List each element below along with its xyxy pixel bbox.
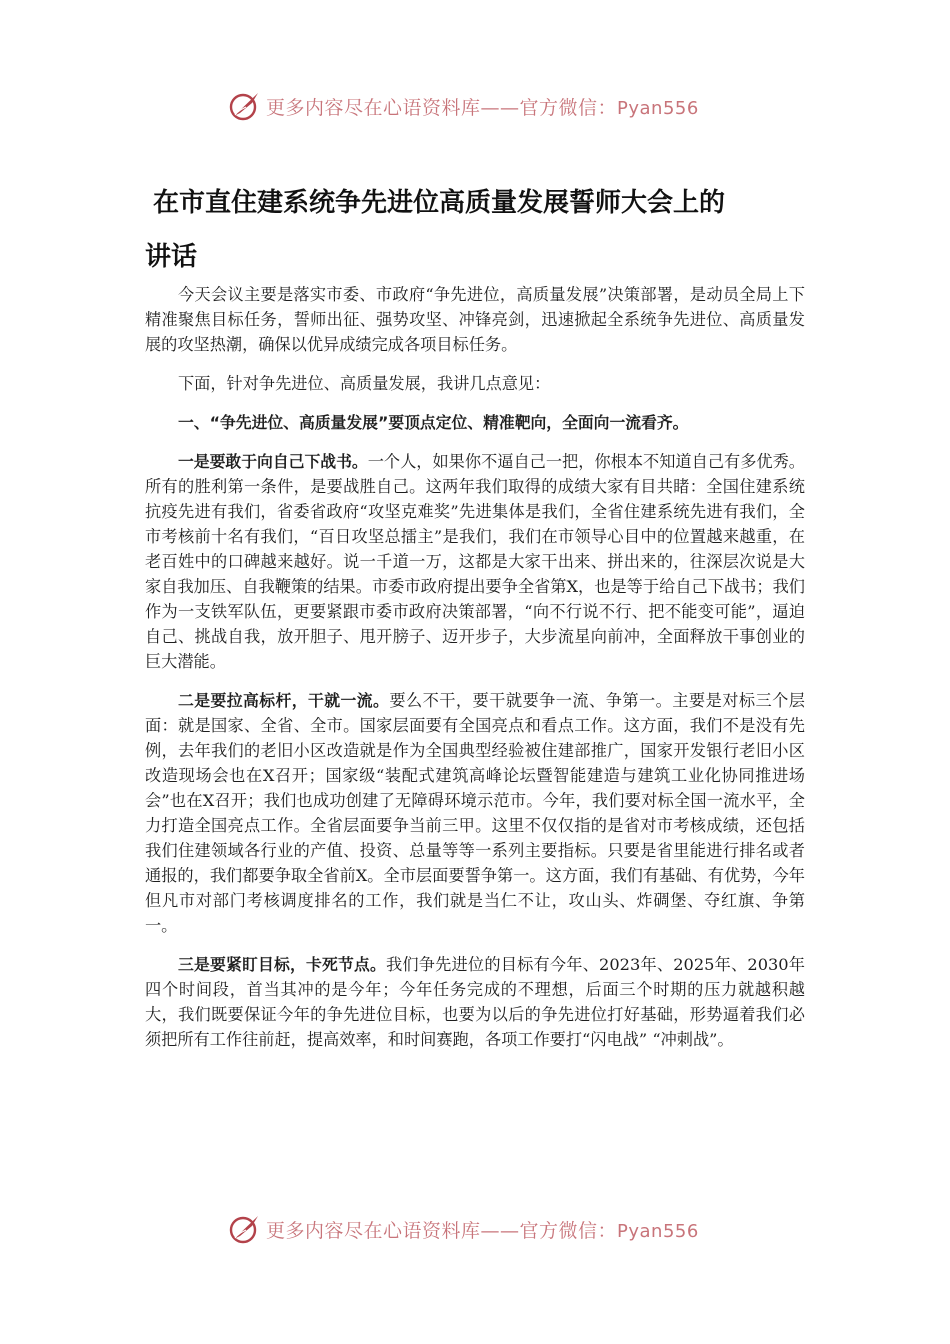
- quill-logo-icon: [228, 89, 262, 123]
- footer-wechat-id: Pyan556: [617, 1220, 699, 1242]
- paragraph-intro: 今天会议主要是落实市委、市政府“争先进位，高质量发展”决策部署，是动员全局上下精准聚焦目标任务，誓师出征、强势攻坚、冲锋亮剑，迅速掀起全系统争先进位、高质量发展的攻坚热潮，确保以优异成绩完成各项目标任务。: [145, 285, 805, 354]
- point-3-body: 我们争先进位的目标有今年、2023年、2025年、2030年四个时间段，首当其冲的是今年；今年任务完成的不理想，后面三个时期的压力就越积越大，我们既要保证今年的争先进位目标，也要为以后的争先进位打好基础，形势逼着我们必须把所有工作往前赶，提高效率，和时间赛跑，各项工作要打“闪电战” “冲刺战”。: [145, 955, 805, 1049]
- title-line-1: 在市直住建系统争先进位高质量发展誓师大会上的: [153, 188, 726, 218]
- paragraph-point-1: [145, 449, 805, 674]
- section-heading-1: 一、“争先进位、高质量发展”要顶点定位、精准靶向，全面向一流看齐。: [178, 413, 689, 432]
- point-2-lead: 二是要拉高标杆，干就一流。: [178, 691, 390, 710]
- document-title: [145, 176, 805, 284]
- quill-logo-icon: [228, 1212, 262, 1246]
- paragraph-transition: 下面，针对争先进位、高质量发展，我讲几点意见：: [178, 374, 551, 393]
- header-wechat-id: Pyan556: [617, 97, 699, 119]
- point-1-body: 一个人，如果你不逼自己一把，你根本不知道自己有多优秀。所有的胜利第一条件，是要战胜自己。这两年我们取得的成绩大家有目共睹：全国住建系统抗疫先进有我们，省委省政府“攻坚克难奖”先进集体是我们，全省住建系统先进有我们，全市考核前十名有我们，“百日攻坚总擂主”是我们，我们在市领导心目中的位置越来越重，在老百姓中的口碑越来越好。说一千道一万，这都是大家干出来、拼出来的，往深层次说是大家自我加压、自我鞭策的结果。市委市政府提出要争全省第X，也是等于给自己下战书；我们作为一支铁军队伍，更要紧跟市委市政府决策部署，“向不行说不行、把不能变可能”，逼迫自己、挑战自我，放开胆子、甩开膀子、迈开步子，大步流星向前冲，全面释放干事创业的巨大潜能。: [145, 452, 805, 671]
- header-banner-text: 更多内容尽在心语资料库——官方微信：Pyan556: [266, 96, 699, 119]
- header-watermark-banner: [228, 86, 748, 126]
- paragraph-point-2: [145, 688, 805, 938]
- document-body: [145, 282, 805, 1066]
- point-3-lead: 三是要紧盯目标，卡死节点。: [178, 955, 386, 974]
- point-2-body: 要么不干，要干就要争一流、争第一。主要是对标三个层面：就是国家、全省、全市。国家层面要有全国亮点和看点工作。这方面，我们不是没有先例，去年我们的老旧小区改造就是作为全国典型经验被住建部推广，国家开发银行老旧小区改造现场会也在X召开；国家级“装配式建筑高峰论坛暨智能建造与建筑工业化协同推进场会”也在X召开；我们也成功创建了无障碍环境示范市。今年，我们要对标全国一流水平，全力打造全国亮点工作。全省层面要争当前三甲。这里不仅仅指的是省对市考核成绩，还包括我们住建领域各行业的产值、投资、总量等等一系列主要指标。只要是省里能进行排名或者通报的，我们都要争取全省前X。全市层面要誓争第一。这方面，我们有基础、有优势，今年但凡市对部门考核调度排名的工作，我们就是当仁不让，攻山头、炸碉堡、夺红旗、争第一。: [145, 691, 805, 935]
- footer-watermark-banner: [228, 1209, 748, 1249]
- title-line-2: 讲话: [145, 242, 198, 272]
- paragraph-point-3: [145, 952, 805, 1052]
- point-1-lead: 一是要敢于向自己下战书。: [178, 452, 368, 471]
- footer-banner-text: 更多内容尽在心语资料库——官方微信：Pyan556: [266, 1219, 699, 1242]
